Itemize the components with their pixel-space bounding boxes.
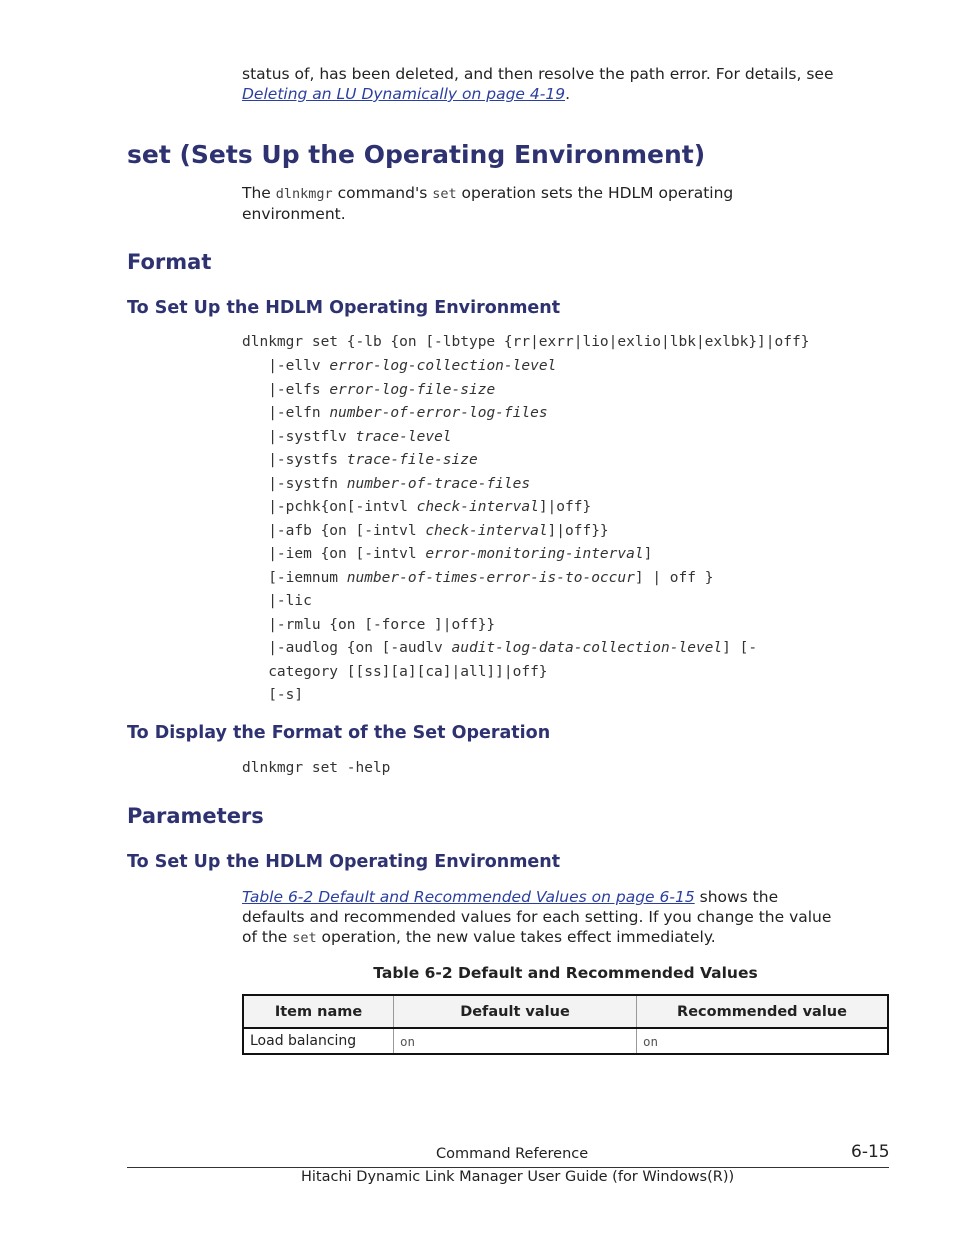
code-text: |-elfs [242,381,330,398]
command-name: dlnkmgr [275,186,333,202]
parameters-heading: Parameters [127,804,264,828]
display-format-subheading: To Display the Format of the Set Operation [127,723,551,743]
table-header-cell: Recommended value [637,995,889,1028]
code-text: |-systflv [242,428,356,445]
code-text: |-elfn [242,405,330,421]
help-command: dlnkmgr set -help [242,760,391,776]
code-line [242,450,809,474]
intro-text: status of, has been deleted, and then resolve the path error. For details, see [242,65,834,83]
code-placeholder: number-of-times-error-is-to-occur [346,569,635,586]
code-line [242,497,809,521]
code-placeholder: audit-log-data-collection-level [451,640,723,656]
values-table [242,994,889,1055]
table-header-cell: Item name [243,995,394,1028]
footer-book-title: Hitachi Dynamic Link Manager User Guide (for Windows(R)) [301,1169,735,1185]
deleting-lu-link[interactable]: Deleting an LU Dynamically on page 4-19 [242,85,566,103]
code-placeholder: number-of-trace-files [346,475,531,492]
table-caption: Table 6-2 Default and Recommended Values [373,964,758,982]
code-text: |-ellv [242,358,330,374]
param-text: shows the [694,888,779,906]
operation-name: set [292,930,317,946]
code-text: |-systfs [242,452,347,468]
code-line [242,591,809,615]
code-placeholder: number-of-error-log-files [329,405,548,421]
code-text: |-afb {on [-intvl [242,522,426,539]
code-placeholder: error-log-collection-level [329,358,557,374]
desc-text: operation sets the HDLM operating [456,184,734,202]
page-number: 6-15 [851,1142,890,1162]
code-placeholder: check-interval [425,522,548,539]
code-line [242,685,809,709]
code-line [242,332,809,356]
param-text: of the [242,928,293,946]
code-line [242,521,809,545]
code-line [242,544,809,568]
code-line [242,474,809,498]
code-text: |-rmlu {on [-force ]|off}} [242,616,496,633]
code-text: ] [- [722,640,758,656]
footer-chapter: Command Reference [436,1146,589,1162]
code-text: ]|off} [538,499,592,515]
code-line [242,662,809,685]
footer-divider [127,1167,889,1168]
code-placeholder: trace-level [355,428,452,445]
format-subheading: To Set Up the HDLM Operating Environment [127,298,561,318]
code-text: |-audlog {on [-audlv [242,640,452,656]
code-text: |-iem {on [-intvl [242,546,426,562]
parameters-paragraph [242,887,882,948]
code-text: category [[ss][a][ca]|all]]|off} [242,663,548,680]
code-text: |-systfn [242,475,347,492]
param-text: operation, the new value takes effect immediately. [316,928,716,946]
table-header-cell: Default value [394,995,637,1028]
table-row [243,1028,888,1054]
code-line [242,427,809,451]
operation-name: set [432,186,457,202]
code-line [242,638,809,662]
code-line [242,356,809,380]
code-line [242,380,809,404]
code-placeholder: trace-file-size [346,452,478,468]
table-header-row [243,995,888,1028]
format-code-block [242,332,809,708]
code-line [242,403,809,427]
code-text: ] | off } [634,569,714,586]
desc-text: command's [332,184,433,202]
code-text: |-pchk{on[-intvl [242,499,417,515]
code-line [242,568,809,592]
desc-text: environment. [242,205,346,223]
intro-paragraph [242,64,902,104]
code-placeholder: error-monitoring-interval [425,546,644,562]
format-heading: Format [127,250,212,274]
intro-end: . [565,85,571,103]
code-text: [-iemnum [242,569,347,586]
description-paragraph [242,183,882,224]
code-text: dlnkmgr set {-lb {on [-lbtype {rr|exrr|lio|exlio|lbk|exlbk}]|off} [242,334,810,350]
code-placeholder: error-log-file-size [329,381,496,398]
code-text: ]|off}} [547,522,609,539]
code-text: [-s] [242,686,304,703]
param-text: defaults and recommended values for each setting. If you change the value [242,908,832,926]
desc-text: The [242,184,276,202]
section-title: set (Sets Up the Operating Environment) [127,140,706,169]
table-cell-item: Load balancing [250,1033,357,1049]
code-placeholder: check-interval [416,499,539,515]
table-cell-recommended: on [637,1028,889,1054]
table-cell-default: on [394,1028,637,1054]
code-line [242,615,809,639]
parameters-subheading: To Set Up the HDLM Operating Environment [127,852,561,872]
table-ref-link[interactable]: Table 6-2 Default and Recommended Values on page 6-15 [242,888,695,906]
code-text: ] [643,546,653,562]
code-text: |-lic [242,593,312,609]
